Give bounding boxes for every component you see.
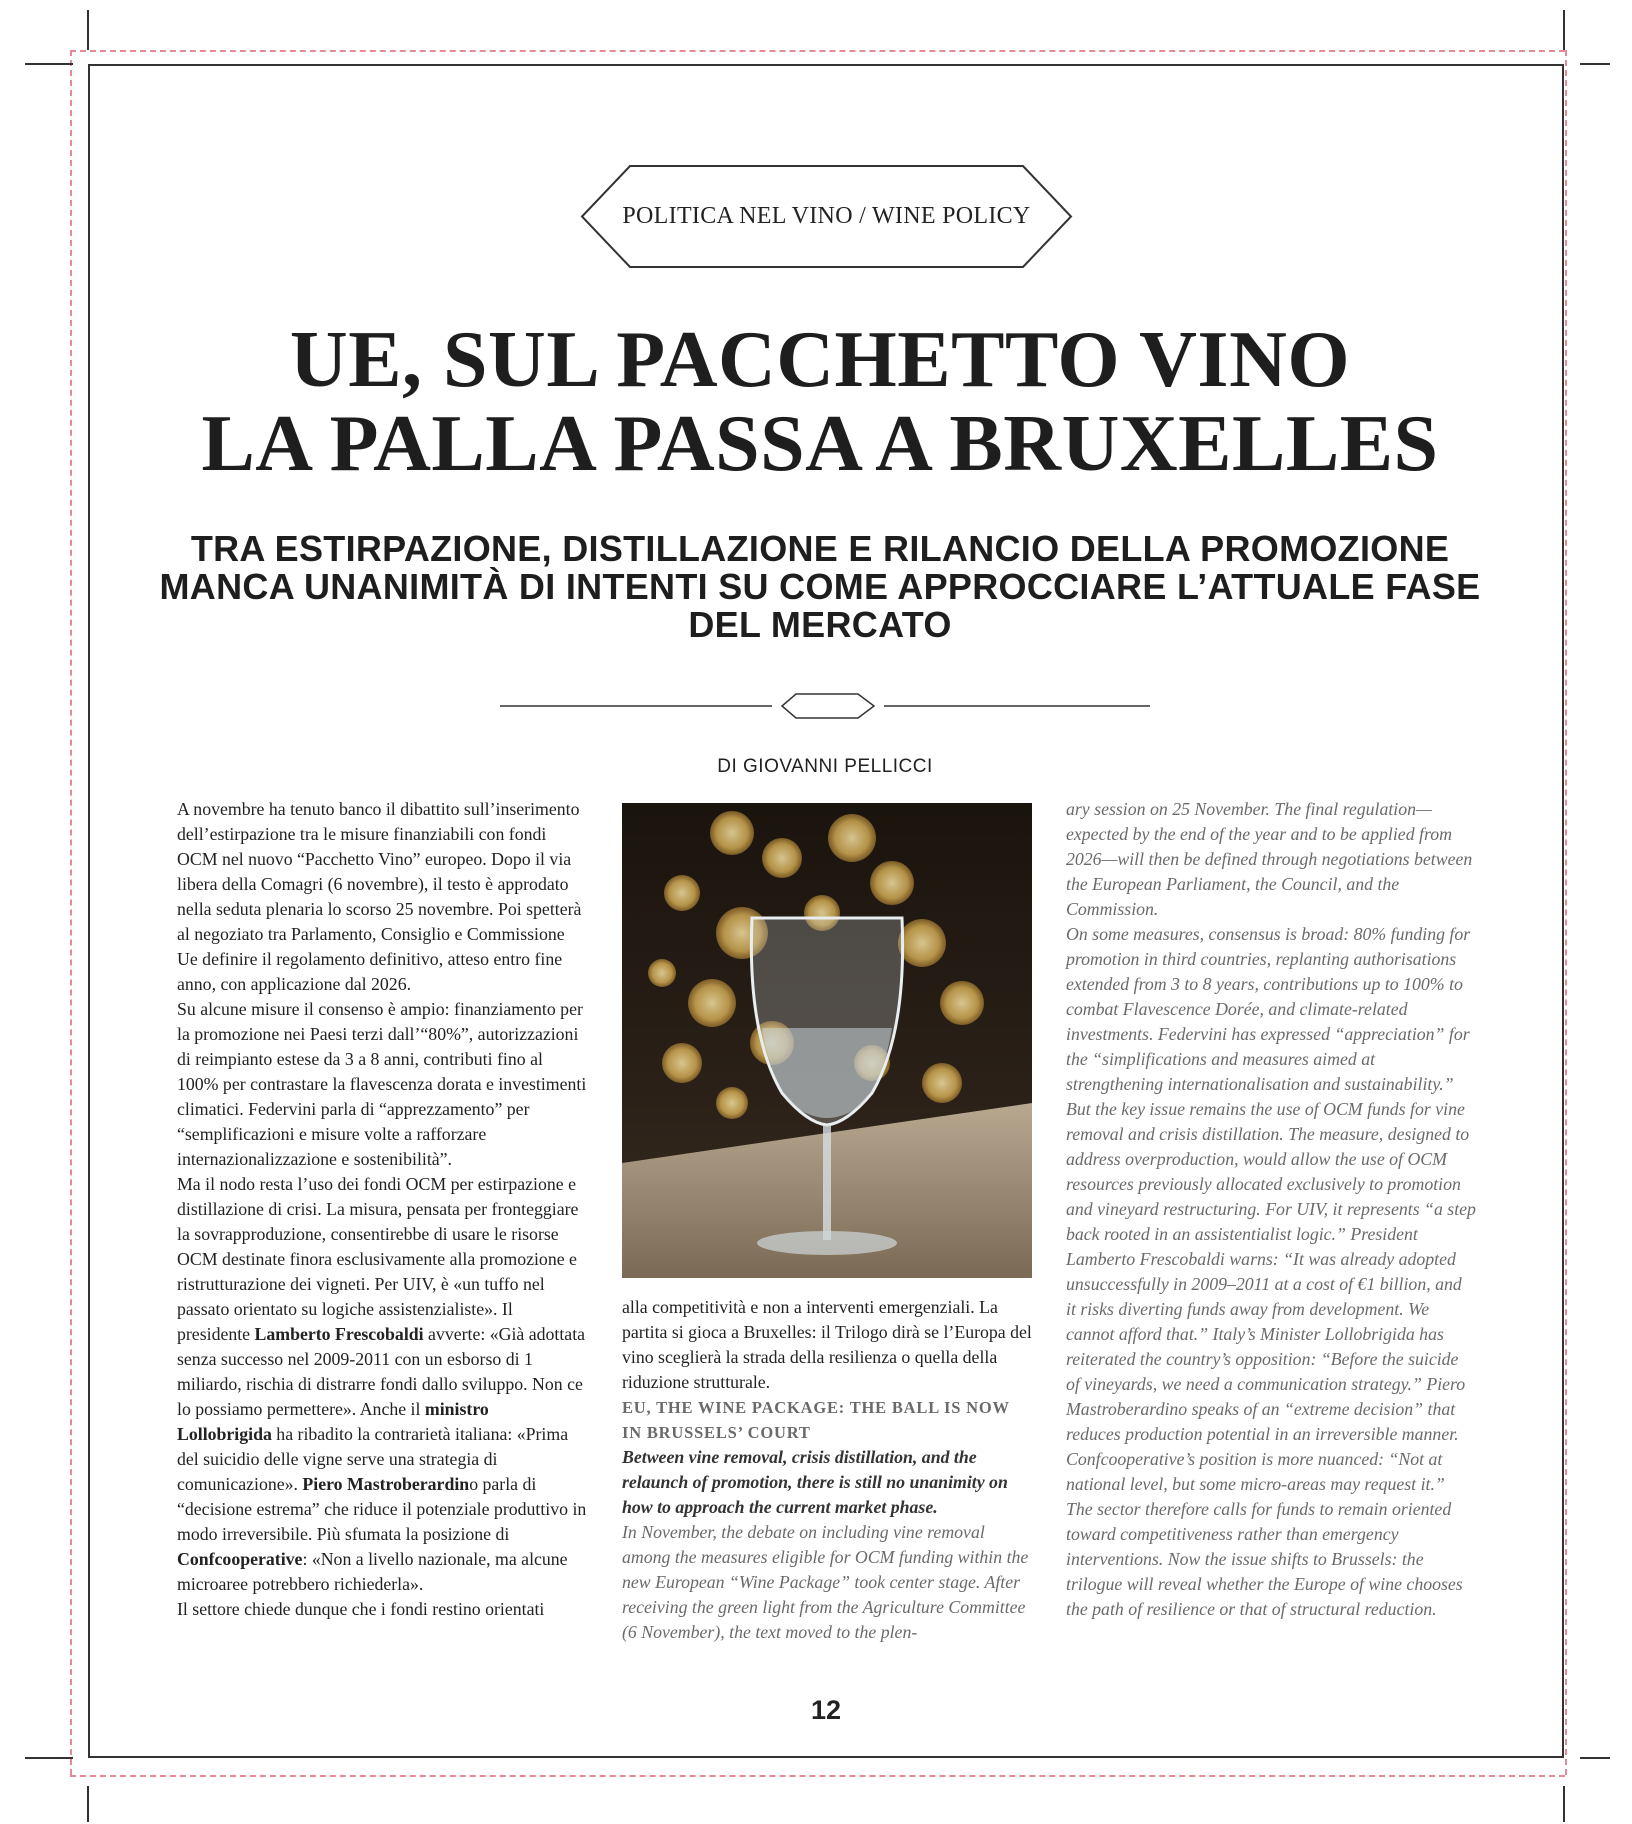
crop-mark-bottom-right-v [1563, 1786, 1565, 1822]
person-name-frescobaldi: Lamberto Frescobaldi [254, 1324, 424, 1344]
headline-line-1: UE, SUL PACCHETTO VINO [289, 316, 1351, 404]
subhead-line-2: MANCA UNANIMITÀ DI INTENTI SU COME APPROCCIARE L’ATTUALE FASE [159, 566, 1481, 607]
person-name-lollobrigida: ministro Lollobrigida [177, 1399, 489, 1444]
section-rubric [580, 164, 1073, 269]
english-paragraph-3: But the key issue remains the use of OCM funds for vine removal and crisis distillation. The measure, designed to address overproduction, would allow the use of OCM resources previously allocated exclusively to promotion and vineyard restructuring. For UIV, it represents “a step back rooted in an assistentialist logic.” President Lamberto Frescobaldi warns: “It was already adopted unsuccessfully in 2009–2011 at a cost of €1 billion, and it risks diverting funds away from development. We cannot afford that.” Italy’s Minister Lollobrigida has reiterated the country’s opposition: “Before the suicide of vineyards, we need a communication strategy.” Piero Mastroberardino speaks of an “extreme decision” that reduces production potential in an irreversible manner. Confcooperative’s position is more nuanced: “Not at national level, but some micro-areas may request it.” [1066, 1099, 1476, 1494]
author-byline: DI GIOVANNI PELLICCI [717, 756, 933, 777]
organization-name-confcooperative: Confcooperative [177, 1549, 303, 1569]
ornamental-divider [500, 690, 1150, 720]
italian-paragraph-3-part-c: ha ribadito la contrarietà italiana: «Prima del suicidio delle vigne serve una strategia di comunicazione». [177, 1424, 569, 1494]
crop-mark-bottom-left-v [87, 1786, 89, 1822]
subhead-line-1: TRA ESTIRPAZIONE, DISTILLAZIONE E RILANCIO DELLA PROMOZIONE [190, 528, 1450, 569]
rubric-label: POLITICA NEL VINO / WINE POLICY [622, 203, 1031, 229]
english-paragraph-1-end: ary session on 25 November. The final regulation—expected by the end of the year and to be applied from 2026—will then be defined through negotiations between the European Parliament, the Council, and the Commission. [1066, 799, 1473, 919]
page-number: 12 [810, 1695, 842, 1725]
italian-text-column [177, 797, 587, 1622]
headline-line-2: LA PALLA PASSA A BRUXELLES [201, 400, 1439, 488]
italian-paragraph-4-start: Il settore chiede dunque che i fondi restino orientati [177, 1599, 545, 1619]
crop-mark-top-right-h [1580, 63, 1610, 65]
article-subheading [150, 530, 1490, 644]
italian-paragraph-3-part-b: avverte: «Già adottata senza successo nel 2009-2011 con un esborso di 1 miliardo, rischia di distrarre fondi dallo sviluppo. Non ce lo possiamo permettere». Anche il [177, 1324, 586, 1419]
italian-paragraph-3-part-d: o parla di “decisione estrema” che riduce il potenziale produttivo in modo irreversibile. Più sfumata la posizione di [177, 1474, 587, 1544]
italian-paragraph-3-part-a: Ma il nodo resta l’uso dei fondi OCM per estirpazione e distillazione di crisi. La misura, pensata per fronteggiare la sovrapproduzione, consentirebbe di usare le risorse OCM destinate finora esclusivamente alla promozione e ristrutturazione dei vigneti. Per UIV, è «un tuffo nel passato orientato su logiche assistenzialiste». Il presidente [177, 1174, 579, 1344]
bleed-mark-left [70, 50, 72, 1775]
italian-paragraph-2: Su alcune misure il consenso è ampio: finanziamento per la promozione nei Paesi terzi dall’“80%”, autorizzazioni di reimpianto estese da 3 a 8 anni, contributi fino al 100% per contrastare la flavescenza dorata e investimenti climatici. Federvini parla di “apprezzamento” per “semplificazioni e misure volte a rafforzare internazionalizzazione e sostenibilità”. [177, 999, 587, 1169]
wine-glass-image [622, 803, 1032, 1278]
middle-text-column [622, 1295, 1032, 1645]
italian-paragraph-3 [177, 1172, 587, 1597]
english-paragraph-1-start: In November, the debate on including vine removal among the measures eligible for OCM funding within the new European “Wine Package” took center stage. After receiving the green light from the Agriculture Committee (6 November), the text moved to the plen- [622, 1522, 1029, 1642]
bleed-mark-right [1565, 50, 1567, 1775]
article-headline [150, 318, 1490, 486]
italian-paragraph-3-part-e: : «Non a livello nazionale, ma alcune microaree potrebbero richiederla». [177, 1549, 568, 1594]
crop-mark-top-left-h [25, 63, 73, 65]
italian-paragraph-4-end: alla competitività e non a interventi emergenziali. La partita si gioca a Bruxelles: il Trilogo dirà se l’Europa del vino sceglierà la strada della resilienza o quella della riduzione strutturale. [622, 1297, 1032, 1392]
wine-glass-photo [622, 803, 1032, 1278]
crop-mark-bottom-left-h [25, 1757, 73, 1759]
bleed-mark-top [70, 50, 1565, 52]
subhead-line-3: DEL MERCATO [688, 604, 952, 645]
crop-mark-top-right-v [1563, 10, 1565, 50]
english-paragraph-2: On some measures, consensus is broad: 80% funding for promotion in third countries, replanting authorisations extended from 3 to 8 years, contributions up to 100% to combat Flavescence Dorée, and climate-related investments. Federvini has expressed “appreciation” for the “simplifications and measures aimed at strengthening internationalisation and sustainability.” [1066, 924, 1471, 1094]
italian-paragraph-1: A novembre ha tenuto banco il dibattito sull’inserimento dell’estirpazione tra le misure finanziabili con fondi OCM nel nuovo “Pacchetto Vino” europeo. Dopo il via libera della Comagri (6 novembre), il testo è approdato nella seduta plenaria lo scorso 25 novembre. Poi spetterà al negoziato tra Parlamento, Consiglio e Commissione Ue definire il regolamento definitivo, atteso entro fine anno, con applicazione dal 2026. [177, 799, 582, 994]
person-name-mastroberardino: Piero Mastroberardin [302, 1474, 470, 1494]
english-text-column [1066, 797, 1476, 1622]
english-section-title: EU, THE WINE PACKAGE: THE BALL IS NOW IN BRUSSELS’ COURT [622, 1398, 1010, 1442]
bleed-mark-bottom [70, 1775, 1565, 1777]
crop-mark-bottom-right-h [1580, 1757, 1610, 1759]
english-paragraph-4: The sector therefore calls for funds to remain oriented toward competitiveness rather than emergency interventions. Now the issue shifts to Brussels: the trilogue will reveal whether the Europe of wine chooses the path of resilience or that of structural reduction. [1066, 1499, 1463, 1619]
crop-mark-top-left-v [87, 10, 89, 50]
english-lead: Between vine removal, crisis distillation, and the relaunch of promotion, there is still no unanimity on how to approach the current market phase. [622, 1447, 1008, 1517]
